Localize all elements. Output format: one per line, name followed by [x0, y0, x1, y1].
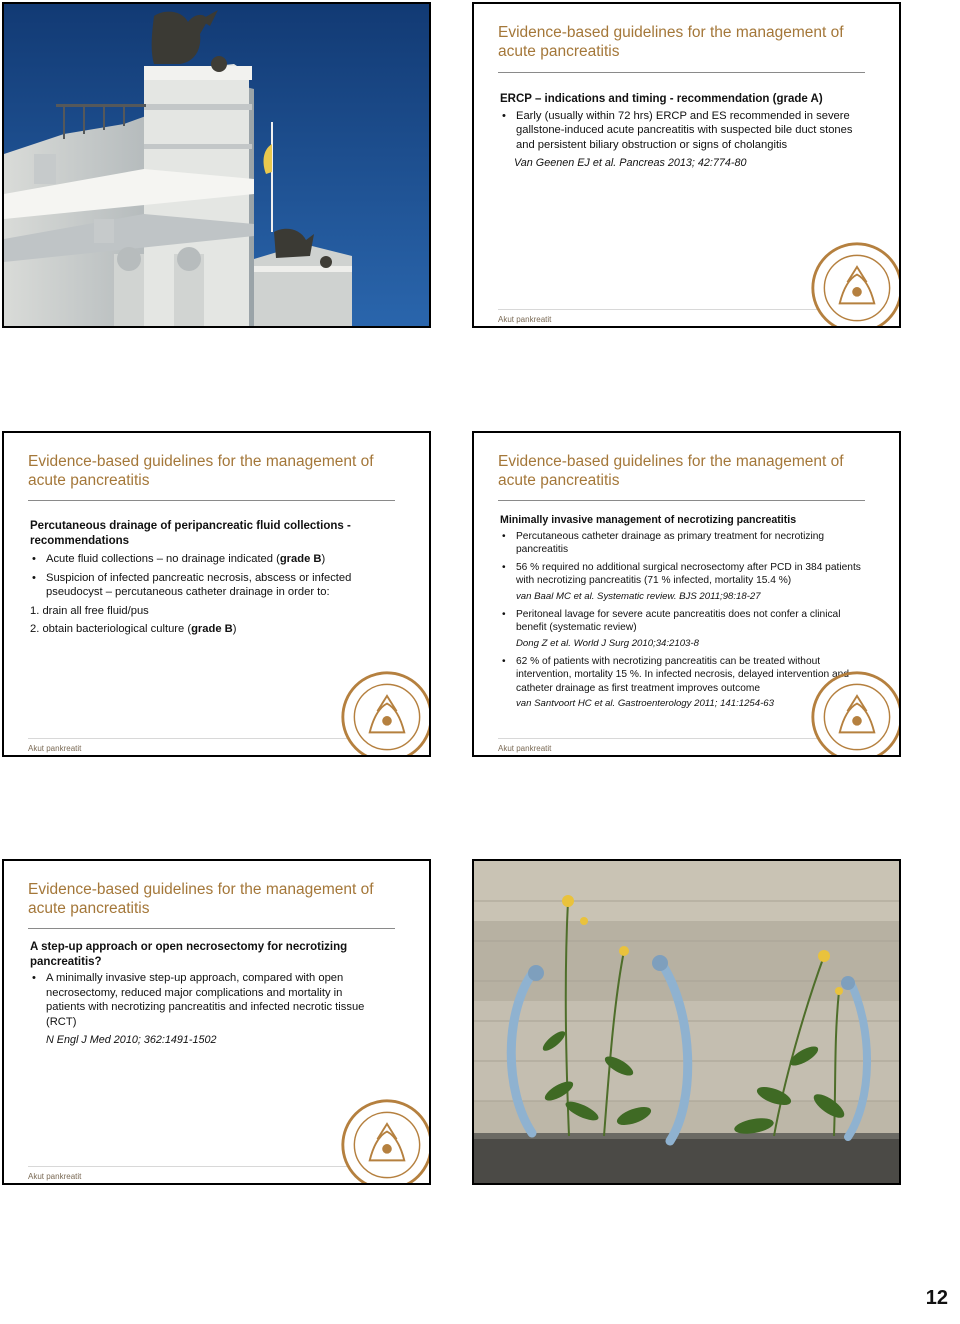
- bullet-text: Acute fluid collections – no drainage indicated (: [46, 553, 280, 565]
- citation: N Engl J Med 2010; 362:1491-1502: [46, 1034, 217, 1046]
- wall-photo-art: [474, 861, 901, 1185]
- slide-subhead: [30, 519, 389, 548]
- bullet-item: • Percutaneous catheter drainage as primary treatment for necrotizing pancreatitis: [500, 530, 863, 557]
- bullet-item: • A minimally invasive step-up approach, compared with open necrosectomy, reduced major complications and mortality in patients with necrotizing pancreatitis and infected necrotic tissue (RCT): [30, 971, 379, 1029]
- slide-ercp: [472, 2, 901, 328]
- bullet-list: [30, 971, 379, 1029]
- slide-subhead: Minimally invasive management of necrotizing pancreatitis: [500, 514, 797, 526]
- slide-footer: Akut pankreatit: [498, 315, 552, 324]
- bullet-list: [500, 530, 863, 588]
- title-rule: [498, 500, 865, 501]
- building-photo: [2, 2, 431, 328]
- slide-footer: Akut pankreatit: [28, 1172, 82, 1181]
- footer-rule: [28, 738, 350, 739]
- page-number: 12: [925, 1287, 948, 1309]
- slide-step-up-approach: [2, 859, 431, 1185]
- lund-university-seal-icon: [339, 669, 431, 757]
- lund-university-seal-icon: [339, 1097, 431, 1185]
- bullet-item: • 62 % of patients with necrotizing pancreatitis can be treated without intervention, mortality 15 %. In infected necrosis, delayed intervention and catheter drainage as first treatment improves outcome: [500, 655, 863, 696]
- slide-body: [500, 92, 863, 170]
- bullet-list: [30, 552, 389, 600]
- building-photo-art: [4, 4, 431, 328]
- title-rule: [498, 72, 865, 73]
- citation: van Santvoort HC et al. Gastroenterology 2011; 141:1254-63: [516, 698, 774, 709]
- slide-title: Evidence-based guidelines for the management of acute pancreatitis: [28, 453, 374, 489]
- grade-label: grade B: [279, 553, 322, 565]
- slide-title: Evidence-based guidelines for the management of acute pancreatitis: [498, 453, 844, 489]
- slide-body: [30, 940, 379, 1047]
- grade-label: grade B: [191, 623, 233, 635]
- slide-title: Evidence-based guidelines for the management of acute pancreatitis: [28, 881, 374, 917]
- slide-minimally-invasive: [472, 431, 901, 757]
- citation: Van Geenen EJ et al. Pancreas 2013; 42:774-80: [514, 157, 747, 169]
- bullet-list: [500, 608, 863, 635]
- bullet-text-end: ): [321, 553, 326, 565]
- lund-university-seal-icon: [809, 669, 901, 757]
- numbered-item: 1. drain all free fluid/pus: [30, 604, 149, 617]
- slide-subhead: ERCP – indications and timing - recommendation (grade A): [500, 93, 823, 105]
- bullet-item: • Suspicion of infected pancreatic necrosis, abscess or infected pseudocyst – percutaneous catheter drainage in order to:: [30, 571, 389, 600]
- bullet-item: • Early (usually within 72 hrs) ERCP and ES recommended in severe gallstone-induced acute pancreatitis with suspected bile duct stones and persistent biliary obstruction or signs of cholangitis: [500, 109, 863, 153]
- slide-footer: Akut pankreatit: [28, 744, 82, 753]
- bullet-list: [500, 109, 863, 153]
- numbered-item: [30, 622, 389, 637]
- title-rule: [28, 928, 395, 929]
- slide-subhead: A step-up approach or open necrosectomy for necrotizing pancreatitis?: [30, 941, 348, 968]
- title-rule: [28, 500, 395, 501]
- slide-percutaneous-drainage: [2, 431, 431, 757]
- footer-rule: [28, 1166, 350, 1167]
- footer-rule: [498, 309, 820, 310]
- citation: van Baal MC et al. Systematic review. BJS 2011;98:18-27: [516, 590, 761, 602]
- wall-photo: [472, 859, 901, 1185]
- citation: Dong Z et al. World J Surg 2010;34:2103-8: [516, 637, 699, 649]
- footer-rule: [498, 738, 820, 739]
- bullet-item: • 56 % required no additional surgical necrosectomy after PCD in 384 patients with necrotizing pancreatitis (71 % infected, mortality 15.4 %): [500, 561, 863, 588]
- numbered-text: 2. obtain bacteriological culture (: [30, 623, 192, 635]
- lund-university-seal-icon: [809, 240, 901, 328]
- slide-body: [30, 519, 389, 637]
- bullet-item: • Peritoneal lavage for severe acute pancreatitis does not confer a clinical benefit (systematic review): [500, 608, 863, 635]
- slide-footer: Akut pankreatit: [498, 744, 552, 753]
- subhead-text: Percutaneous drainage of peripancreatic fluid collections - recommendations: [30, 520, 351, 547]
- slide-title: Evidence-based guidelines for the management of acute pancreatitis: [498, 24, 844, 60]
- numbered-text-end: ): [232, 623, 237, 635]
- bullet-item: [30, 552, 389, 567]
